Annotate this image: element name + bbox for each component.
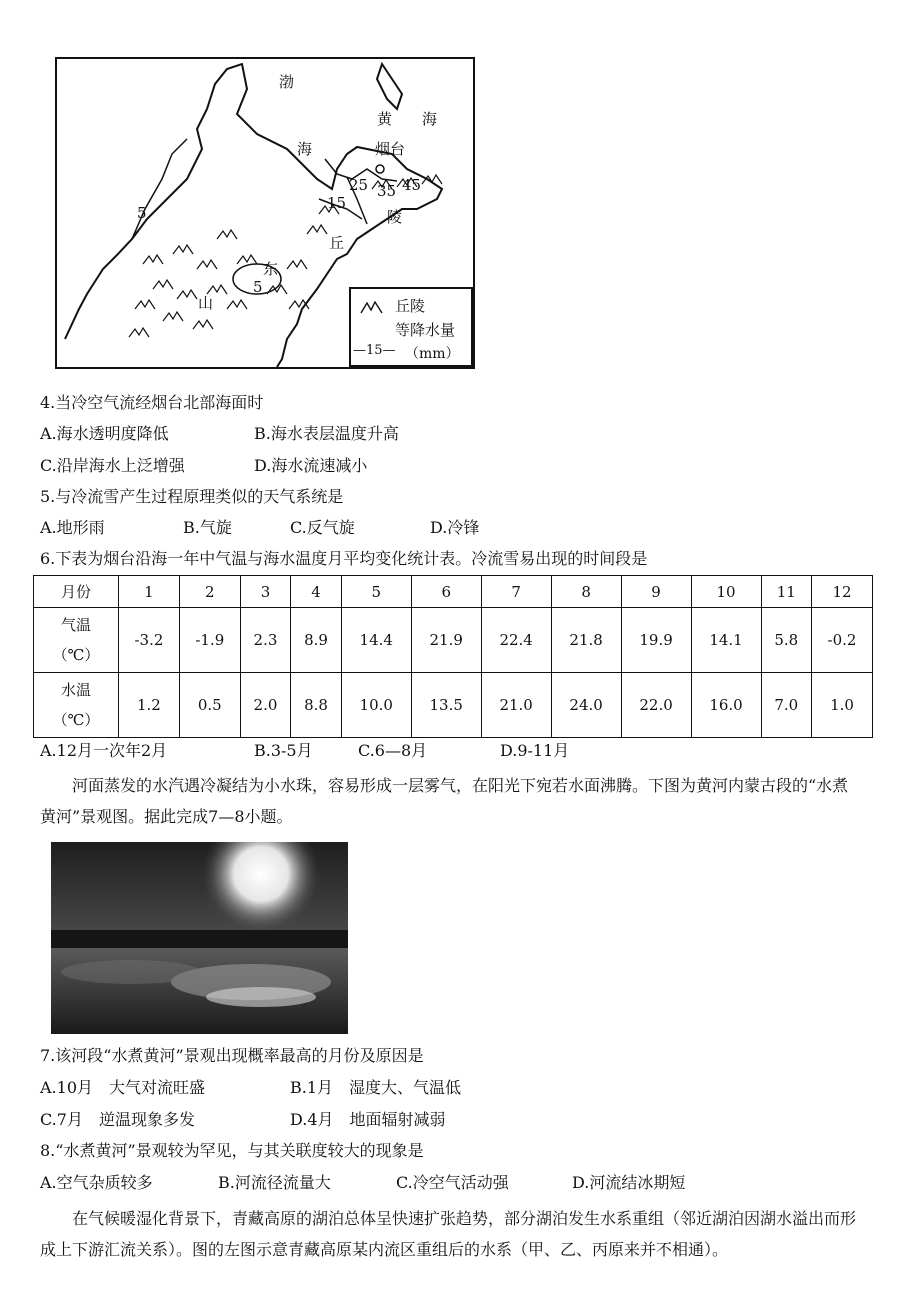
q6-option-c[interactable]: C.6—8月: [358, 741, 428, 760]
water-cell: 21.0: [481, 673, 551, 738]
shan-label: 山: [198, 294, 214, 312]
air-cell: -0.2: [812, 608, 873, 673]
contour-label-45: 45: [402, 176, 422, 194]
water-cell: 24.0: [551, 673, 621, 738]
water-cell: 8.8: [291, 673, 342, 738]
q7-option-a[interactable]: A.10月 大气对流旺盛: [40, 1078, 206, 1097]
dong-label: 东: [263, 260, 279, 278]
water-label-line-2: （℃）: [52, 711, 100, 729]
legend-hills-label: 丘陵: [395, 297, 426, 315]
air-cell: -3.2: [119, 608, 180, 673]
q8-option-d[interactable]: D.河流结冰期短: [572, 1173, 686, 1192]
air-cell: 19.9: [621, 608, 691, 673]
air-cell: 5.8: [761, 608, 812, 673]
q7-option-d[interactable]: D.4月 地面辐射减弱: [290, 1110, 446, 1129]
ling-label: 陵: [387, 208, 403, 226]
month-cell: 10: [691, 576, 761, 608]
month-cell: 6: [411, 576, 481, 608]
air-cell: 21.9: [411, 608, 481, 673]
q8-stem: 8.“水煮黄河”景观较为罕见，与其关联度较大的现象是: [40, 1141, 424, 1160]
water-cell: 7.0: [761, 673, 812, 738]
q6-option-a[interactable]: A.12月一次年2月: [40, 741, 168, 760]
contour-label-25: 25: [349, 176, 369, 194]
q8-option-a[interactable]: A.空气杂质较多: [40, 1173, 153, 1192]
q7-option-b[interactable]: B.1月 湿度大、气温低: [290, 1078, 462, 1097]
air-cell: 21.8: [551, 608, 621, 673]
table-header-row: [34, 576, 873, 608]
map-legend: [349, 287, 473, 367]
air-cell: 22.4: [481, 608, 551, 673]
month-cell: 4: [291, 576, 342, 608]
intro-7-8: 河面蒸发的水汽遇冷凝结为小水珠，容易形成一层雾气，在阳光下宛若水面沸腾。下图为黄河内蒙古段的“水煮黄河”景观图。据此完成7—8小题。: [40, 776, 849, 826]
water-cell: 10.0: [341, 673, 411, 738]
intro-next: 在气候暖湿化背景下，青藏高原的湖泊总体呈快速扩张趋势，部分湖泊发生水系重组（邻近湖泊因湖水溢出而形成上下游汇流关系）。图的左图示意青藏高原某内流区重组后的水系（甲、乙、丙原来并不相通）。: [40, 1209, 857, 1259]
q5-option-a[interactable]: A.地形雨: [40, 518, 105, 537]
air-cell: 14.4: [341, 608, 411, 673]
month-cell: 12: [812, 576, 873, 608]
q4-option-c[interactable]: C.沿岸海水上泛增强: [40, 456, 185, 475]
q6-stem: 6.下表为烟台沿海一年中气温与海水温度月平均变化统计表。冷流雪易出现的时间段是: [40, 549, 648, 568]
huanghai-label-2: 海: [422, 110, 438, 128]
temperature-table: [33, 575, 873, 738]
q6-option-b[interactable]: B.3-5月: [254, 741, 313, 760]
boiling-yellow-river-photo: [51, 842, 348, 1034]
table-row-water: [34, 673, 873, 738]
q4-stem: 4.当冷空气流经烟台北部海面时: [40, 393, 264, 412]
month-cell: 2: [179, 576, 240, 608]
month-cell: 1: [119, 576, 180, 608]
air-cell: 8.9: [291, 608, 342, 673]
air-cell: 2.3: [240, 608, 291, 673]
month-header-cell: 月份: [34, 576, 119, 608]
table-row-air: [34, 608, 873, 673]
water-cell: 13.5: [411, 673, 481, 738]
shandong-map: [55, 57, 475, 369]
q8-option-c[interactable]: C.冷空气活动强: [396, 1173, 509, 1192]
month-cell: 3: [240, 576, 291, 608]
month-cell: 5: [341, 576, 411, 608]
legend-unit: （mm）: [405, 346, 460, 362]
month-cell: 11: [761, 576, 812, 608]
huanghai-label-1: 黄: [377, 110, 393, 128]
q5-option-c[interactable]: C.反气旋: [290, 518, 355, 537]
water-cell: 16.0: [691, 673, 761, 738]
q4-option-a[interactable]: A.海水透明度降低: [40, 424, 169, 443]
bohai-label-2: 海: [297, 140, 313, 158]
air-label-line-1: 气温: [60, 616, 91, 634]
air-cell: -1.9: [179, 608, 240, 673]
contour-label-5-south: 5: [253, 278, 263, 296]
month-cell: 9: [621, 576, 691, 608]
month-cell: 7: [481, 576, 551, 608]
yantai-label: 烟台: [375, 140, 406, 158]
q5-stem: 5.与冷流雪产生过程原理类似的天气系统是: [40, 487, 344, 506]
q7-option-c[interactable]: C.7月 逆温现象多发: [40, 1110, 195, 1129]
q5-option-b[interactable]: B.气旋: [183, 518, 232, 537]
hills-legend-icon: [359, 299, 385, 315]
legend-isohyet-label: 等降水量: [395, 321, 456, 339]
water-label-line-1: 水温: [60, 681, 91, 699]
water-cell: 1.0: [812, 673, 873, 738]
air-label-line-2: （℃）: [52, 646, 100, 664]
water-cell: 0.5: [179, 673, 240, 738]
contour-label-35: 35: [377, 182, 397, 200]
water-cell: 1.2: [119, 673, 180, 738]
q4-option-b[interactable]: B.海水表层温度升高: [254, 424, 399, 443]
q5-option-d[interactable]: D.冷锋: [430, 518, 480, 537]
photo-drawing: [51, 842, 348, 1034]
month-cell: 8: [551, 576, 621, 608]
air-cell: 14.1: [691, 608, 761, 673]
contour-label-15: 15: [327, 194, 347, 212]
water-cell: 22.0: [621, 673, 691, 738]
q8-option-b[interactable]: B.河流径流量大: [218, 1173, 331, 1192]
contour-label-5-west: 5: [137, 204, 147, 222]
q7-stem: 7.该河段“水煮黄河”景观出现概率最高的月份及原因是: [40, 1046, 424, 1065]
air-label-cell: [34, 608, 119, 673]
q6-option-d[interactable]: D.9-11月: [500, 741, 570, 760]
water-label-cell: [34, 673, 119, 738]
q4-option-d[interactable]: D.海水流速减小: [254, 456, 368, 475]
water-cell: 2.0: [240, 673, 291, 738]
legend-isohyet-sample: —15—: [353, 343, 396, 358]
bohai-label-1: 渤: [279, 73, 295, 91]
qiu-label: 丘: [329, 234, 345, 252]
